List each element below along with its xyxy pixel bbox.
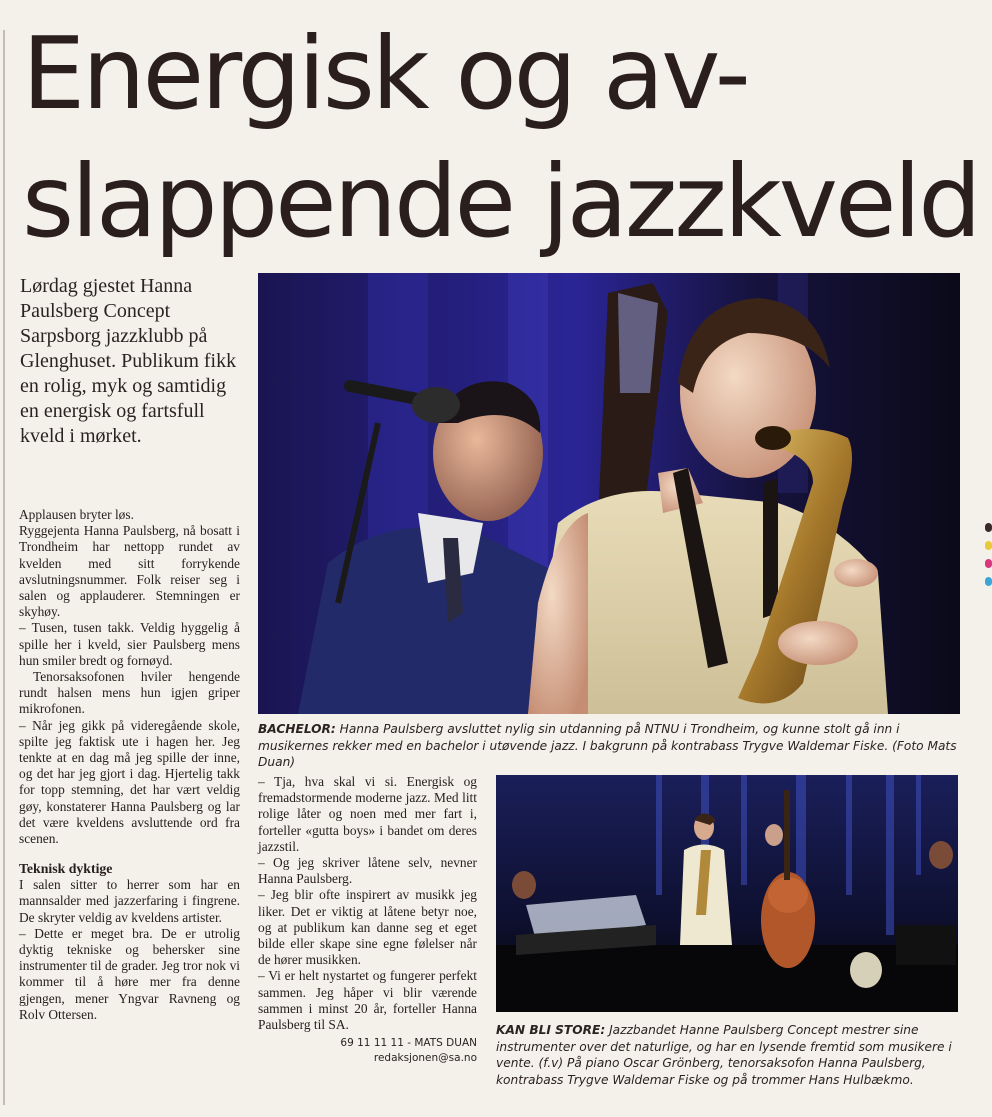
paragraph: – Tja, hva skal vi si. Energisk og fremadstormende moderne jazz. Med litt rolige låter og noen med mer fart i, forteller «gutta boys» i bandet om deres jazzstil. <box>258 774 477 854</box>
photo-saxophonist-image <box>258 273 960 714</box>
paragraph: Ryggejenta Hanna Paulsberg, nå bosatt i Trondheim har nettopp rundet av kvelden med sitt forrykende avslutningsnummer. Folk reiser seg i salen og applauderer. Stemningen er skyhøy. <box>19 523 240 620</box>
swatch-black <box>985 523 992 532</box>
caption-label: BACHELOR: <box>258 722 336 736</box>
page-edge-rule <box>3 30 5 1105</box>
swatch-cyan <box>985 577 992 586</box>
byline <box>258 1036 477 1066</box>
paragraph: – Tusen, tusen takk. Veldig hyggelig å spille her i kveld, sier Paulsberg mens hun smiler bredt og fornøyd. <box>19 620 240 668</box>
headline-line-2: slappende jazzkveld <box>22 143 979 260</box>
caption-label: KAN BLI STORE: <box>496 1023 606 1037</box>
photo-band-image <box>496 775 958 1012</box>
headline-line-1: Energisk og av- <box>22 15 748 132</box>
print-color-swatches <box>985 523 992 595</box>
body-column-1 <box>19 507 240 1023</box>
byline-author: 69 11 11 11 - MATS DUAN <box>340 1037 477 1050</box>
subheading: Teknisk dyktige <box>19 861 113 877</box>
photo-saxophonist <box>258 273 960 714</box>
paragraph: – Og jeg skriver låtene selv, nevner Hanna Paulsberg. <box>258 855 477 887</box>
paragraph: – Vi er helt nystartet og fungerer perfekt sammen. Jeg håper vi blir værende sammen i minst 20 år, forteller Hanna Paulsberg til SA. <box>258 968 477 1033</box>
paragraph: – Når jeg gikk på videregående skole, spilte jeg faktisk ute i hagen her. Jeg tenkte at en dag må jeg spille der inne, og det har jeg gjort i dag. Hjertelig takk for topp stemning, det har vært veldig gøy, konstaterer Hanna Paulsberg og lar det være kveldens avsluttende ord fra scenen. <box>19 717 240 847</box>
ingress: Lørdag gjestet Hanna Paulsberg Concept Sarpsborg jazzklubb på Glenghuset. Publikum fikk en rolig, myk og samtidig en energisk og fartsfull kveld i mørket. <box>20 275 237 447</box>
photo-caption-band <box>496 1022 958 1088</box>
paragraph: – Dette er meget bra. De er utrolig dyktig tekniske og behersker sine instrumenter til de grader. Jeg tror nok vi kommer til å høre mer fra denne gjengen, mener Yngvar Ravneng og Rolv Ottersen. <box>19 925 240 1022</box>
caption-text: Hanna Paulsberg avsluttet nylig sin utdanning på NTNU i Trondheim, og kunne stolt gå inn i musikernes rekker med en bachelor i utøvende jazz. I bakgrunn på kontrabass Trygve Waldemar Fiske. (Foto Mats Duan) <box>258 722 957 769</box>
paragraph: – Jeg blir ofte inspirert av musikk jeg liker. Det er viktig at låtene betyr noe, og at publikum kan danne seg et eget bilde eller skape sine egne følelser når de hører musikken. <box>258 887 477 968</box>
body-column-2 <box>258 774 477 1066</box>
caption-text: Jazzbandet Hanne Paulsberg Concept mestrer sine instrumenter over det naturlige, og har en lysende fremtid som musikere i vente. (f.v) På piano Oscar Grönberg, tenorsaksofon Hanna Paulsberg, kontrabass Trygve Waldemar Fiske og på trommer Hans Hulbækmo. <box>496 1023 952 1087</box>
photo-caption-bachelor <box>258 721 960 771</box>
paragraph: Tenorsaksofonen hviler hengende rundt halsen mens hun igjen griper mikrofonen. <box>19 669 240 717</box>
photo-band <box>496 775 958 1012</box>
byline-email: redaksjonen@sa.no <box>373 1052 477 1065</box>
swatch-yellow <box>985 541 992 550</box>
paragraph: Applausen bryter løs. <box>19 507 134 522</box>
headline <box>22 10 982 266</box>
swatch-magenta <box>985 559 992 568</box>
paragraph: I salen sitter to herrer som har en mannsalder med jazzerfaring i fingrene. De skryter veldig av kveldens artister. <box>19 877 240 925</box>
